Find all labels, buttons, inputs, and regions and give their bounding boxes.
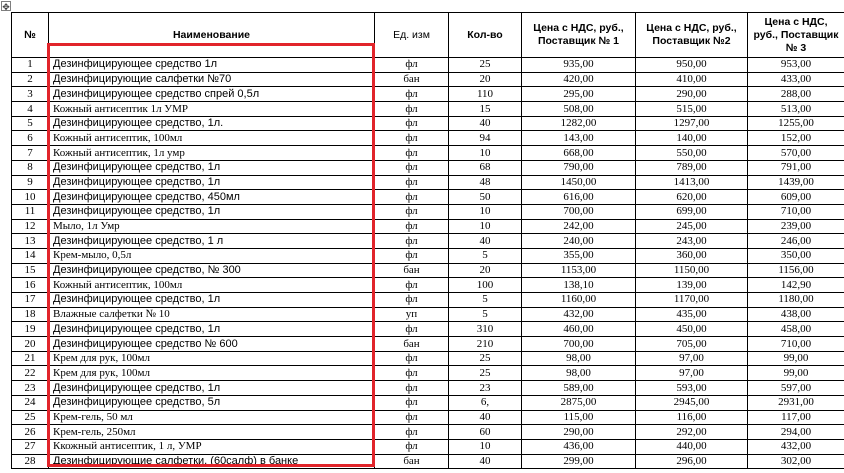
row-name-cell[interactable]: Влажные салфетки № 10 xyxy=(49,307,375,322)
row-qty-cell[interactable]: 20 xyxy=(449,72,522,87)
row-num-cell[interactable]: 9 xyxy=(12,175,49,190)
row-price-supplier-1-cell[interactable]: 700,00 xyxy=(522,204,636,219)
table-row xyxy=(12,454,844,469)
row-price-supplier-1-cell[interactable]: 460,00 xyxy=(522,322,636,337)
row-unit-cell[interactable]: бан xyxy=(375,337,449,352)
row-price-supplier-3-cell[interactable]: 953,00 xyxy=(748,58,844,73)
row-unit-cell[interactable]: фл xyxy=(375,219,449,234)
row-price-supplier-2-cell[interactable]: 116,00 xyxy=(636,410,748,425)
table-row xyxy=(12,278,844,293)
row-price-supplier-2-cell[interactable]: 435,00 xyxy=(636,307,748,322)
row-num-cell[interactable]: 11 xyxy=(12,204,49,219)
row-price-supplier-3-cell[interactable]: 1439,00 xyxy=(748,175,844,190)
row-num-cell[interactable]: 3 xyxy=(12,87,49,102)
table-row xyxy=(12,293,844,308)
row-price-supplier-1-cell[interactable]: 115,00 xyxy=(522,410,636,425)
table-row xyxy=(12,190,844,205)
header-unit: Ед. изм xyxy=(375,13,449,58)
table-row xyxy=(12,175,844,190)
row-qty-cell[interactable]: 40 xyxy=(449,116,522,131)
row-price-supplier-3-cell[interactable]: 710,00 xyxy=(748,204,844,219)
table-row xyxy=(12,219,844,234)
row-price-supplier-1-cell[interactable]: 1282,00 xyxy=(522,116,636,131)
row-name-cell[interactable]: Дезинфицирующее средство, 1л xyxy=(49,322,375,337)
row-price-supplier-2-cell[interactable]: 593,00 xyxy=(636,381,748,396)
row-qty-cell[interactable]: 23 xyxy=(449,381,522,396)
row-price-supplier-1-cell[interactable]: 432,00 xyxy=(522,307,636,322)
table-row xyxy=(12,307,844,322)
row-qty-cell[interactable]: 40 xyxy=(449,410,522,425)
row-qty-cell[interactable]: 110 xyxy=(449,87,522,102)
row-name-cell[interactable]: Дезинфицирующие салфетки №70 xyxy=(49,72,375,87)
row-price-supplier-2-cell[interactable]: 705,00 xyxy=(636,337,748,352)
row-price-supplier-1-cell[interactable]: 935,00 xyxy=(522,58,636,73)
table-row xyxy=(12,410,844,425)
row-price-supplier-2-cell[interactable]: 139,00 xyxy=(636,278,748,293)
row-price-supplier-1-cell[interactable]: 299,00 xyxy=(522,454,636,469)
row-unit-cell[interactable]: фл xyxy=(375,58,449,73)
row-price-supplier-2-cell[interactable]: 1150,00 xyxy=(636,263,748,278)
row-qty-cell[interactable]: 210 xyxy=(449,337,522,352)
row-qty-cell[interactable]: 10 xyxy=(449,204,522,219)
row-qty-cell[interactable]: 5 xyxy=(449,248,522,263)
row-unit-cell[interactable]: фл xyxy=(375,248,449,263)
row-price-supplier-3-cell[interactable]: 458,00 xyxy=(748,322,844,337)
table-row xyxy=(12,351,844,366)
row-price-supplier-1-cell[interactable]: 98,00 xyxy=(522,351,636,366)
row-name-cell[interactable]: Дезинфицирующее средство, 1л xyxy=(49,381,375,396)
row-num-cell[interactable]: 20 xyxy=(12,337,49,352)
row-name-cell[interactable]: Ккожный антисептик, 1 л, УМР xyxy=(49,439,375,454)
row-num-cell[interactable]: 25 xyxy=(12,410,49,425)
header-num: № xyxy=(12,13,49,58)
table-row xyxy=(12,263,844,278)
row-price-supplier-2-cell[interactable]: 950,00 xyxy=(636,58,748,73)
table-row xyxy=(12,116,844,131)
row-num-cell[interactable]: 2 xyxy=(12,72,49,87)
row-name-cell[interactable]: Крем-гель, 50 мл xyxy=(49,410,375,425)
row-price-supplier-2-cell[interactable]: 450,00 xyxy=(636,322,748,337)
row-price-supplier-2-cell[interactable]: 440,00 xyxy=(636,439,748,454)
row-price-supplier-3-cell[interactable]: 1156,00 xyxy=(748,263,844,278)
row-unit-cell[interactable]: фл xyxy=(375,160,449,175)
row-name-cell[interactable]: Крем-гель, 250мл xyxy=(49,425,375,440)
row-name-cell[interactable]: Дезинфицирующее средство, № 300 xyxy=(49,263,375,278)
row-price-supplier-2-cell[interactable]: 243,00 xyxy=(636,234,748,249)
row-price-supplier-2-cell[interactable]: 97,00 xyxy=(636,366,748,381)
row-qty-cell[interactable]: 40 xyxy=(449,234,522,249)
table-row xyxy=(12,381,844,396)
table-row xyxy=(12,248,844,263)
row-price-supplier-1-cell[interactable]: 616,00 xyxy=(522,190,636,205)
row-price-supplier-2-cell[interactable]: 1297,00 xyxy=(636,116,748,131)
row-qty-cell[interactable]: 20 xyxy=(449,263,522,278)
row-price-supplier-3-cell[interactable]: 294,00 xyxy=(748,425,844,440)
row-price-supplier-2-cell[interactable]: 2945,00 xyxy=(636,395,748,410)
row-unit-cell[interactable]: фл xyxy=(375,204,449,219)
row-name-cell[interactable]: Дезинфицирующее средство, 1л. xyxy=(49,116,375,131)
row-name-cell[interactable]: Дезинфицирующее средство, 1л xyxy=(49,293,375,308)
header-price-supplier-2: Цена с НДС, руб., Поставщик №2 xyxy=(636,13,748,58)
row-name-cell[interactable]: Дезинфицирующее средство, 450мл xyxy=(49,190,375,205)
table-row xyxy=(12,160,844,175)
row-num-cell[interactable]: 13 xyxy=(12,234,49,249)
row-unit-cell[interactable]: фл xyxy=(375,366,449,381)
row-price-supplier-3-cell[interactable]: 438,00 xyxy=(748,307,844,322)
row-price-supplier-3-cell[interactable]: 99,00 xyxy=(748,366,844,381)
row-num-cell[interactable]: 8 xyxy=(12,160,49,175)
row-qty-cell[interactable]: 15 xyxy=(449,102,522,117)
row-price-supplier-3-cell[interactable]: 609,00 xyxy=(748,190,844,205)
row-num-cell[interactable]: 18 xyxy=(12,307,49,322)
row-price-supplier-3-cell[interactable]: 791,00 xyxy=(748,160,844,175)
row-qty-cell[interactable]: 10 xyxy=(449,219,522,234)
row-price-supplier-3-cell[interactable]: 2931,00 xyxy=(748,395,844,410)
row-name-cell[interactable]: Крем-мыло, 0,5л xyxy=(49,248,375,263)
row-num-cell[interactable]: 7 xyxy=(12,146,49,161)
row-price-supplier-2-cell[interactable]: 290,00 xyxy=(636,87,748,102)
row-price-supplier-1-cell[interactable]: 98,00 xyxy=(522,366,636,381)
row-num-cell[interactable]: 4 xyxy=(12,102,49,117)
row-name-cell[interactable]: Дезинфицирующее средство № 600 xyxy=(49,337,375,352)
row-name-cell[interactable]: Кожный антисептик, 1л умр xyxy=(49,146,375,161)
row-unit-cell[interactable]: фл xyxy=(375,425,449,440)
table-move-handle-icon[interactable]: ✥ xyxy=(2,2,10,12)
row-price-supplier-1-cell[interactable]: 790,00 xyxy=(522,160,636,175)
row-price-supplier-1-cell[interactable]: 1450,00 xyxy=(522,175,636,190)
row-unit-cell[interactable]: фл xyxy=(375,322,449,337)
row-price-supplier-2-cell[interactable]: 515,00 xyxy=(636,102,748,117)
row-price-supplier-1-cell[interactable]: 355,00 xyxy=(522,248,636,263)
row-qty-cell[interactable]: 68 xyxy=(449,160,522,175)
row-name-cell[interactable]: Крем для рук, 100мл xyxy=(49,366,375,381)
supplier-price-table xyxy=(11,12,844,469)
row-price-supplier-2-cell[interactable]: 410,00 xyxy=(636,72,748,87)
header-name: Наименование xyxy=(49,13,375,58)
row-unit-cell[interactable]: фл xyxy=(375,131,449,146)
row-price-supplier-3-cell[interactable]: 513,00 xyxy=(748,102,844,117)
table-row xyxy=(12,439,844,454)
row-qty-cell[interactable]: 5 xyxy=(449,293,522,308)
row-name-cell[interactable]: Кожный антисептик, 100мл xyxy=(49,278,375,293)
row-qty-cell[interactable]: 25 xyxy=(449,58,522,73)
row-price-supplier-1-cell[interactable]: 436,00 xyxy=(522,439,636,454)
row-unit-cell[interactable]: фл xyxy=(375,102,449,117)
row-qty-cell[interactable]: 10 xyxy=(449,439,522,454)
table-row xyxy=(12,395,844,410)
row-num-cell[interactable]: 10 xyxy=(12,190,49,205)
row-price-supplier-3-cell[interactable]: 288,00 xyxy=(748,87,844,102)
row-price-supplier-1-cell[interactable]: 242,00 xyxy=(522,219,636,234)
table-row xyxy=(12,102,844,117)
table-row xyxy=(12,72,844,87)
row-num-cell[interactable]: 14 xyxy=(12,248,49,263)
row-qty-cell[interactable]: 25 xyxy=(449,366,522,381)
row-unit-cell[interactable]: фл xyxy=(375,190,449,205)
row-price-supplier-3-cell[interactable]: 239,00 xyxy=(748,219,844,234)
row-unit-cell[interactable]: фл xyxy=(375,87,449,102)
row-name-cell[interactable]: Дезинфицирующее средство, 1 л xyxy=(49,234,375,249)
row-price-supplier-2-cell[interactable]: 1170,00 xyxy=(636,293,748,308)
row-name-cell[interactable]: Крем для рук, 100мл xyxy=(49,351,375,366)
row-name-cell[interactable]: Дезинфицирующее средство, 1л xyxy=(49,204,375,219)
table-row xyxy=(12,87,844,102)
row-price-supplier-2-cell[interactable]: 550,00 xyxy=(636,146,748,161)
row-price-supplier-1-cell[interactable]: 143,00 xyxy=(522,131,636,146)
row-price-supplier-1-cell[interactable]: 1160,00 xyxy=(522,293,636,308)
row-price-supplier-3-cell[interactable]: 246,00 xyxy=(748,234,844,249)
row-name-cell[interactable]: Дезинфицирующее средство 1л xyxy=(49,58,375,73)
row-price-supplier-2-cell[interactable]: 245,00 xyxy=(636,219,748,234)
row-price-supplier-2-cell[interactable]: 292,00 xyxy=(636,425,748,440)
row-price-supplier-3-cell[interactable]: 597,00 xyxy=(748,381,844,396)
row-num-cell[interactable]: 15 xyxy=(12,263,49,278)
row-price-supplier-2-cell[interactable]: 296,00 xyxy=(636,454,748,469)
row-qty-cell[interactable]: 50 xyxy=(449,190,522,205)
row-price-supplier-1-cell[interactable]: 240,00 xyxy=(522,234,636,249)
row-price-supplier-3-cell[interactable]: 1180,00 xyxy=(748,293,844,308)
row-price-supplier-1-cell[interactable]: 668,00 xyxy=(522,146,636,161)
row-price-supplier-3-cell[interactable]: 432,00 xyxy=(748,439,844,454)
row-price-supplier-3-cell[interactable]: 570,00 xyxy=(748,146,844,161)
table-row xyxy=(12,146,844,161)
row-price-supplier-3-cell[interactable]: 302,00 xyxy=(748,454,844,469)
row-price-supplier-2-cell[interactable]: 699,00 xyxy=(636,204,748,219)
row-num-cell[interactable]: 5 xyxy=(12,116,49,131)
table-row xyxy=(12,322,844,337)
table-row xyxy=(12,234,844,249)
row-unit-cell[interactable]: фл xyxy=(375,175,449,190)
row-unit-cell[interactable]: фл xyxy=(375,351,449,366)
row-num-cell[interactable]: 23 xyxy=(12,381,49,396)
row-price-supplier-3-cell[interactable]: 1255,00 xyxy=(748,116,844,131)
row-unit-cell[interactable]: фл xyxy=(375,439,449,454)
row-name-cell[interactable]: Дезинфицирующие салфетки, (60салф) в банке xyxy=(49,454,375,469)
row-name-cell[interactable]: Дезинфицирующее средство, 1л xyxy=(49,160,375,175)
row-price-supplier-1-cell[interactable]: 420,00 xyxy=(522,72,636,87)
row-price-supplier-2-cell[interactable]: 1413,00 xyxy=(636,175,748,190)
row-num-cell[interactable]: 16 xyxy=(12,278,49,293)
row-num-cell[interactable]: 22 xyxy=(12,366,49,381)
table-row xyxy=(12,366,844,381)
header-price-supplier-3: Цена с НДС, руб., Поставщик № 3 xyxy=(748,13,844,58)
row-price-supplier-1-cell[interactable]: 589,00 xyxy=(522,381,636,396)
row-num-cell[interactable]: 17 xyxy=(12,293,49,308)
row-qty-cell[interactable]: 10 xyxy=(449,146,522,161)
row-unit-cell[interactable]: фл xyxy=(375,234,449,249)
row-unit-cell[interactable]: уп xyxy=(375,307,449,322)
row-num-cell[interactable]: 27 xyxy=(12,439,49,454)
row-qty-cell[interactable]: 40 xyxy=(449,454,522,469)
row-unit-cell[interactable]: фл xyxy=(375,395,449,410)
row-num-cell[interactable]: 28 xyxy=(12,454,49,469)
row-price-supplier-3-cell[interactable]: 710,00 xyxy=(748,337,844,352)
table-row xyxy=(12,425,844,440)
row-price-supplier-3-cell[interactable]: 142,90 xyxy=(748,278,844,293)
row-unit-cell[interactable]: бан xyxy=(375,454,449,469)
row-name-cell[interactable]: Дезинфицирующее средство, 5л xyxy=(49,395,375,410)
row-price-supplier-3-cell[interactable]: 99,00 xyxy=(748,351,844,366)
row-unit-cell[interactable]: фл xyxy=(375,146,449,161)
row-price-supplier-2-cell[interactable]: 97,00 xyxy=(636,351,748,366)
row-qty-cell[interactable]: 5 xyxy=(449,307,522,322)
row-qty-cell[interactable]: 94 xyxy=(449,131,522,146)
row-num-cell[interactable]: 12 xyxy=(12,219,49,234)
table-row xyxy=(12,204,844,219)
row-name-cell[interactable]: Дезинфицирующее средство, 1л xyxy=(49,175,375,190)
row-qty-cell[interactable]: 25 xyxy=(449,351,522,366)
header-price-supplier-1: Цена с НДС, руб., Поставщик № 1 xyxy=(522,13,636,58)
row-unit-cell[interactable]: бан xyxy=(375,263,449,278)
row-num-cell[interactable]: 26 xyxy=(12,425,49,440)
row-price-supplier-2-cell[interactable]: 140,00 xyxy=(636,131,748,146)
table-row xyxy=(12,337,844,352)
row-num-cell[interactable]: 19 xyxy=(12,322,49,337)
row-price-supplier-1-cell[interactable]: 2875,00 xyxy=(522,395,636,410)
row-unit-cell[interactable]: бан xyxy=(375,72,449,87)
row-num-cell[interactable]: 21 xyxy=(12,351,49,366)
row-price-supplier-2-cell[interactable]: 789,00 xyxy=(636,160,748,175)
header-qty: Кол-во xyxy=(449,13,522,58)
row-price-supplier-3-cell[interactable]: 350,00 xyxy=(748,248,844,263)
table-row xyxy=(12,131,844,146)
row-price-supplier-1-cell[interactable]: 290,00 xyxy=(522,425,636,440)
row-unit-cell[interactable]: фл xyxy=(375,410,449,425)
row-price-supplier-1-cell[interactable]: 700,00 xyxy=(522,337,636,352)
row-name-cell[interactable]: Кожный антисептик 1л УМР xyxy=(49,102,375,117)
row-name-cell[interactable]: Кожный антисептик, 100мл xyxy=(49,131,375,146)
row-price-supplier-1-cell[interactable]: 295,00 xyxy=(522,87,636,102)
row-qty-cell[interactable]: 60 xyxy=(449,425,522,440)
row-qty-cell[interactable]: 6, xyxy=(449,395,522,410)
row-price-supplier-3-cell[interactable]: 152,00 xyxy=(748,131,844,146)
table-row xyxy=(12,58,844,73)
row-qty-cell[interactable]: 48 xyxy=(449,175,522,190)
row-num-cell[interactable]: 1 xyxy=(12,58,49,73)
row-qty-cell[interactable]: 100 xyxy=(449,278,522,293)
row-price-supplier-3-cell[interactable]: 433,00 xyxy=(748,72,844,87)
row-price-supplier-1-cell[interactable]: 508,00 xyxy=(522,102,636,117)
row-num-cell[interactable]: 6 xyxy=(12,131,49,146)
row-qty-cell[interactable]: 310 xyxy=(449,322,522,337)
row-price-supplier-1-cell[interactable]: 138,10 xyxy=(522,278,636,293)
row-price-supplier-2-cell[interactable]: 360,00 xyxy=(636,248,748,263)
row-unit-cell[interactable]: фл xyxy=(375,293,449,308)
row-unit-cell[interactable]: фл xyxy=(375,278,449,293)
row-unit-cell[interactable]: фл xyxy=(375,116,449,131)
row-price-supplier-3-cell[interactable]: 117,00 xyxy=(748,410,844,425)
row-name-cell[interactable]: Мыло, 1л Умр xyxy=(49,219,375,234)
table-header-row xyxy=(12,13,844,58)
row-unit-cell[interactable]: фл xyxy=(375,381,449,396)
row-num-cell[interactable]: 24 xyxy=(12,395,49,410)
row-price-supplier-2-cell[interactable]: 620,00 xyxy=(636,190,748,205)
row-name-cell[interactable]: Дезинфицирующее средство спрей 0,5л xyxy=(49,87,375,102)
row-price-supplier-1-cell[interactable]: 1153,00 xyxy=(522,263,636,278)
